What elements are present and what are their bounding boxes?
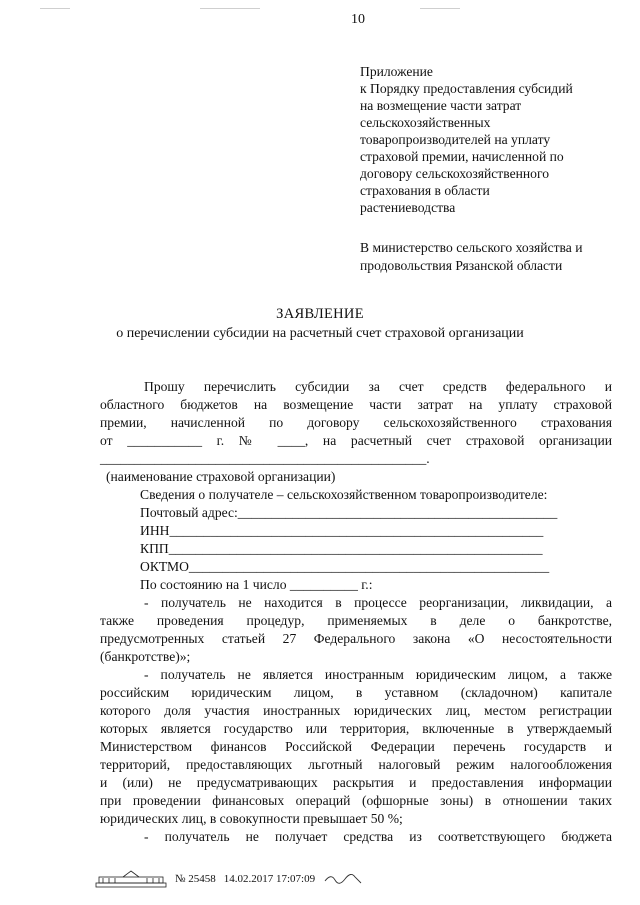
condition-item-1: (банкротстве)»; [100,649,191,664]
body-line: Прошу перечислить субсидии за счет средств федерального и [144,379,612,394]
addressee-block [360,239,620,274]
oktmo-field: ОКТМО_____________________________________________________ [140,559,550,574]
appendix-line: сельскохозяйственных [360,115,491,130]
body-line: от ___________ г. № ____, на расчетный счет страховой организации [100,433,612,448]
condition-item-2: и (или) не предусматривающих раскрытия и предоставления информации [100,775,612,790]
appendix-line: растениеводства [360,200,456,215]
kpp-field: КПП_______________________________________________________ [140,541,543,556]
appendix-line: страхования в области [360,183,490,198]
condition-item-2: российским юридическим лицом, в уставном (складочном) капитале [100,685,612,700]
scan-artifact [420,8,460,9]
document-subtitle: о перечислении субсидии на расчетный счет страховой организации [116,326,524,341]
recipient-header: Сведения о получателе – сельскохозяйственном товаропроизводителе: [140,487,548,502]
document-body [100,378,612,846]
page-footer [95,869,363,889]
condition-item-1: предусмотренных статьей 27 Федерального закона «О несостоятельности [100,631,612,646]
body-line: премии, начисленной по договору сельскохозяйственного страхования [100,415,612,430]
signature-scribble-icon [323,871,363,887]
addressee-line: продовольствия Рязанской области [360,257,563,273]
as-of-date-line: По состоянию на 1 число __________ г.: [140,577,373,592]
appendix-line: страховой премии, начисленной по [360,149,564,164]
inn-field: ИНН_______________________________________________________ [140,523,544,538]
org-name-hint: (наименование страховой организации) [106,469,336,484]
document-number: № 25458 [175,873,216,885]
condition-item-3: - получатель не получает средства из соответствующего бюджета [144,829,612,844]
document-title: ЗАЯВЛЕНИЕ [276,306,364,322]
appendix-line: товаропроизводителей на уплату [360,132,551,147]
condition-item-2: территорий, предоставляющих льготный налоговый режим налогообложения [100,757,612,772]
appendix-line: к Порядку предоставления субсидий [360,81,573,96]
appendix-line: договору сельскохозяйственного [360,166,550,181]
condition-item-2: - получатель не является иностранным юридическим лицом, а также [144,667,612,682]
scan-artifact [40,8,70,9]
government-building-logo-icon [95,869,167,889]
body-line: ________________________________________________. [100,451,430,466]
body-line: областного бюджетов на возмещение части затрат на уплату страховой [100,397,612,412]
page-number: 10 [351,12,365,27]
condition-item-2: которых является государство или территория, включенные в утверждаемый [100,721,612,736]
appendix-line: Приложение [360,64,433,79]
condition-item-2: при проведении финансовых операций (офшорные зоны) в отношении таких [100,793,612,808]
condition-item-1: также проведения процедур, применяемых в деле о банкротстве, [100,613,612,628]
document-timestamp: 14.02.2017 17:07:09 [223,873,316,885]
condition-item-2: которого доля участия иностранных юридических лиц, местом регистрации [100,703,612,718]
appendix-block [360,63,620,216]
postal-address-field: Почтовый адрес:_______________________________________________ [140,505,558,520]
scan-artifact [200,8,260,9]
appendix-line: на возмещение части затрат [360,98,522,113]
condition-item-2: Министерством финансов Российской Федерации перечень государств и [100,739,612,754]
addressee-line: В министерство сельского хозяйства и [360,240,583,255]
condition-item-2: юридических лиц, в совокупности превышает 50 %; [100,811,403,826]
condition-item-1: - получатель не находится в процессе реорганизации, ликвидации, а [144,595,612,610]
